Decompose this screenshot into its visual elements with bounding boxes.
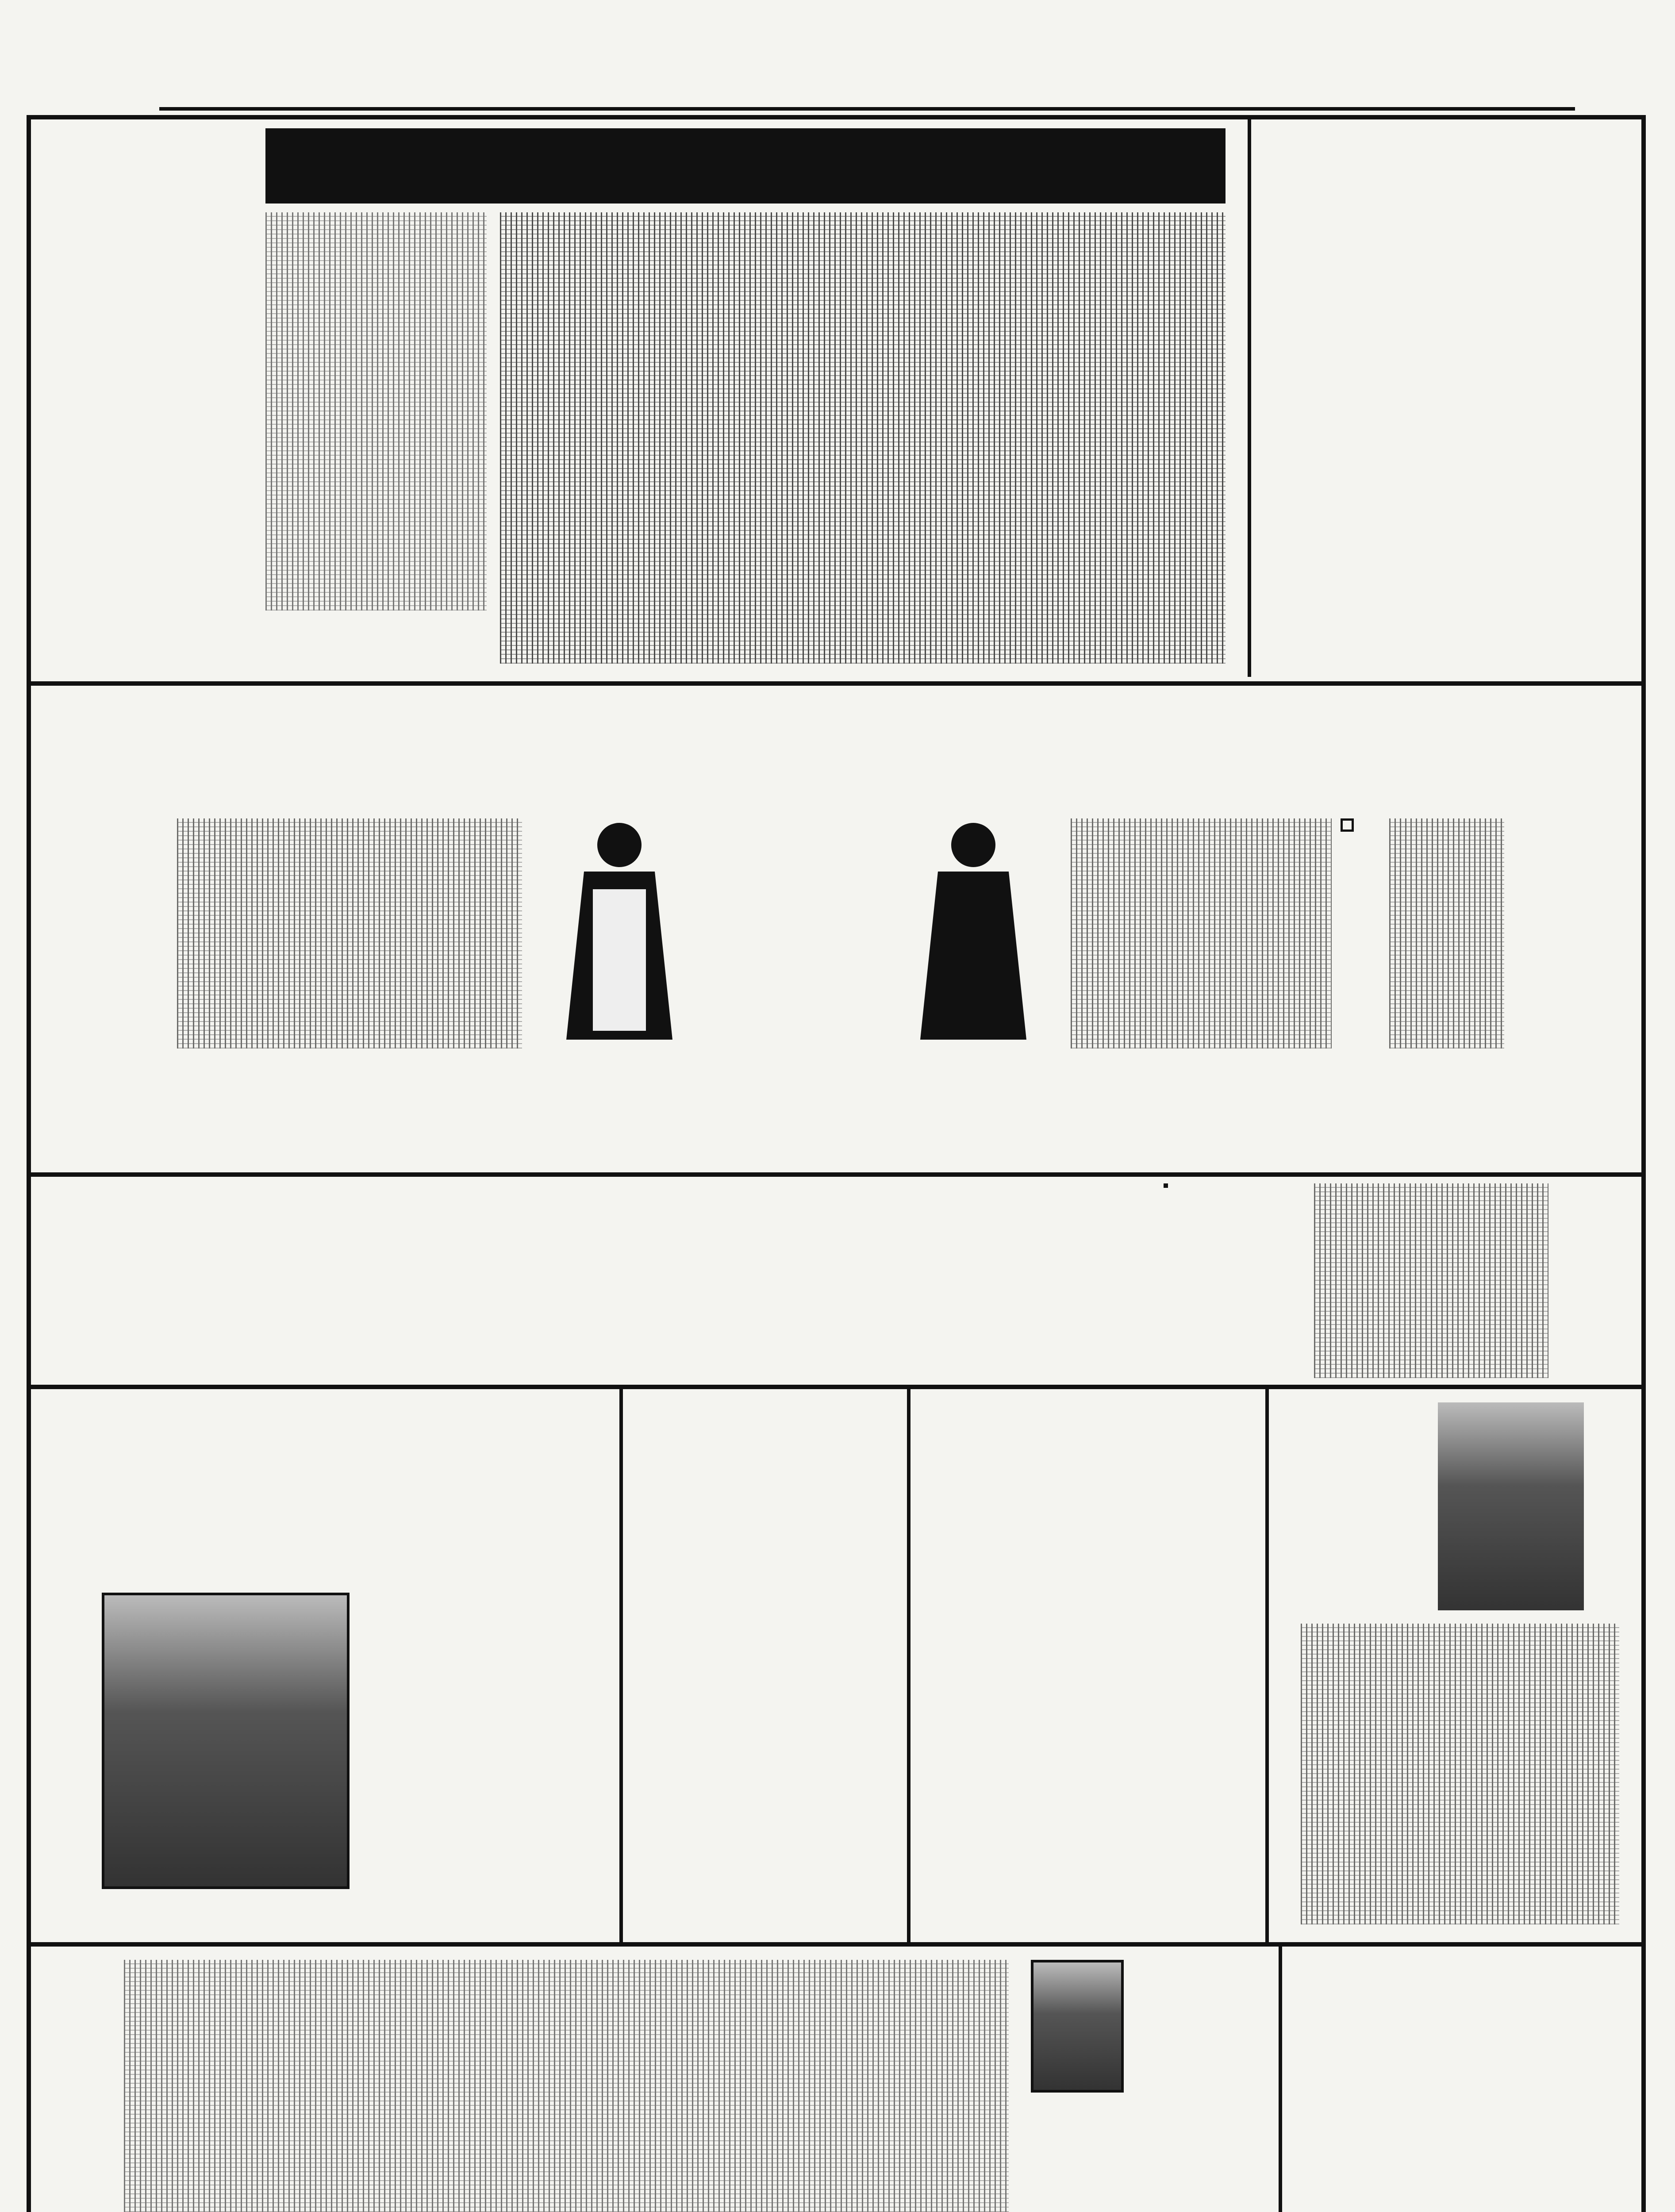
remedy-text-columns-2	[265, 212, 487, 611]
big-ad-right-col	[53, 810, 159, 1057]
row2	[35, 1179, 1637, 1382]
doctor-portrait	[1031, 1960, 1124, 2093]
big-ad	[44, 695, 1633, 1164]
tailor-ad	[628, 1394, 903, 1938]
yu-ad-title	[1164, 1183, 1168, 1188]
ghigh-ad	[916, 1394, 1261, 1938]
big-ad-text-left	[177, 818, 522, 1048]
chow-lee-text	[1301, 1624, 1619, 1924]
divider	[1248, 119, 1251, 677]
divider	[619, 1389, 623, 1947]
divider	[31, 681, 1641, 686]
tong-wah-text	[363, 1593, 593, 1867]
right-figure	[920, 823, 1026, 1040]
agents-block	[75, 230, 261, 540]
top-banner	[265, 128, 1226, 204]
tailor-lines	[686, 1739, 894, 1924]
big-ad-illustration	[531, 810, 1062, 1057]
divider	[31, 1942, 1641, 1947]
divider	[1265, 1389, 1269, 1947]
divider	[31, 1172, 1641, 1177]
lin-english	[168, 1183, 288, 1378]
two-figures-illustration	[531, 810, 1062, 1057]
top-notice	[1252, 128, 1633, 672]
big-ad-left-col	[1513, 810, 1619, 1057]
divider	[1279, 1947, 1282, 2212]
divider	[31, 1385, 1641, 1389]
big-ad-text-right-2	[1389, 818, 1504, 1048]
restaurant-photo	[102, 1593, 350, 1889]
chow-lee-ad	[1274, 1394, 1637, 1938]
left-figure	[566, 823, 672, 1040]
tailor-header	[633, 1398, 898, 1438]
big-ad-top-row	[71, 699, 1610, 805]
doctor-text	[1314, 1183, 1548, 1378]
big-ad-bottom-row	[102, 1062, 1615, 1168]
remedy-text-columns	[500, 212, 1226, 664]
tong-wah-ad	[44, 1394, 611, 1938]
pills-list	[199, 1964, 951, 2212]
portrait-photo	[1438, 1402, 1584, 1610]
divider	[907, 1389, 910, 1947]
yu-ad-lines	[681, 1183, 1133, 1378]
masthead	[159, 66, 1575, 111]
big-ad-product-label	[1341, 818, 1354, 832]
ghigh-header	[916, 1398, 1217, 1442]
yee-lun-ad	[1283, 1951, 1637, 2212]
big-ad-text-right	[1071, 818, 1332, 1048]
notice-english	[1261, 217, 1411, 659]
